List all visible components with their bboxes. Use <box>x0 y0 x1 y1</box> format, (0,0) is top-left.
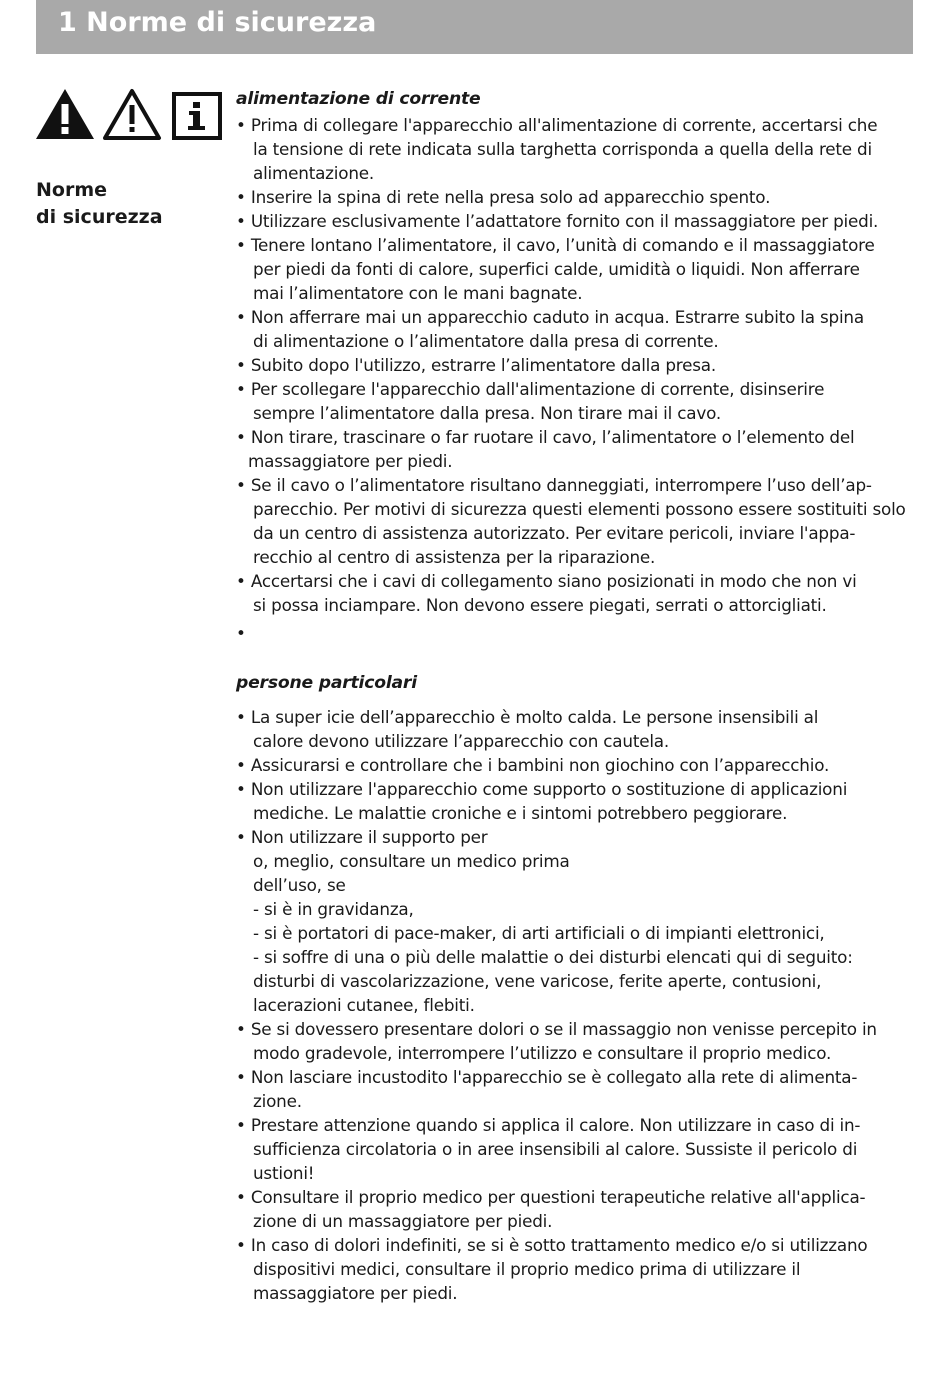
sidebar-heading-line2: di sicurezza <box>36 206 163 228</box>
section-title-persons: persone particolari <box>236 673 417 693</box>
text-line: alimentazione. <box>253 163 375 183</box>
sidebar-heading-line1: Norme <box>36 179 108 201</box>
text-line: o, meglio, consultare un medico prima <box>253 851 570 871</box>
text-line: - si è in gravidanza, <box>253 899 414 919</box>
text-line: • Se il cavo o l’alimentatore risultano danneggiati, interrompere l’uso dell’ap- <box>236 475 872 495</box>
sidebar-heading <box>36 177 163 231</box>
text-line: parecchio. Per motivi di sicurezza questi elementi possono essere sostituiti solo <box>253 499 906 519</box>
text-line: • In caso di dolori indefiniti, se si è sotto trattamento medico e/o si utilizzano <box>236 1235 868 1255</box>
warning-outline-icon <box>101 87 163 141</box>
text-line: recchio al centro di assistenza per la riparazione. <box>253 547 656 567</box>
text-line: • Subito dopo l'utilizzo, estrarre l’alimentatore dalla presa. <box>236 355 716 375</box>
text-line: • Non lasciare incustodito l'apparecchio se è collegato alla rete di alimenta- <box>236 1067 858 1087</box>
text-line: mediche. Le malattie croniche e i sintomi potrebbero peggiorare. <box>253 803 788 823</box>
text-line: • Se si dovessero presentare dolori o se il massaggio non venisse percepito in <box>236 1019 877 1039</box>
text-line: • Assicurarsi e controllare che i bambini non giochino con l’apparecchio. <box>236 755 830 775</box>
text-line: mai l’alimentatore con le mani bagnate. <box>253 283 583 303</box>
text-line: disturbi di vascolarizzazione, vene varicose, ferite aperte, contusioni, <box>253 971 822 991</box>
text-line: • La super icie dell’apparecchio è molto calda. Le persone insensibili al <box>236 707 819 727</box>
text-line: • <box>236 623 246 643</box>
page-title: 1 Norme di sicurezza <box>58 7 377 38</box>
text-line: zione. <box>253 1091 302 1111</box>
text-line: • Consultare il proprio medico per questioni terapeutiche relative all'applica- <box>236 1187 866 1207</box>
text-line: • Non tirare, trascinare o far ruotare il cavo, l’alimentatore o l’elemento del <box>236 427 855 447</box>
text-line: massaggiatore per piedi. <box>253 1283 458 1303</box>
text-line: • Inserire la spina di rete nella presa solo ad apparecchio spento. <box>236 187 771 207</box>
info-icon <box>171 87 223 141</box>
text-line: - si è portatori di pace-maker, di arti artificiali o di impianti elettronici, <box>253 923 825 943</box>
text-line: • Non utilizzare il supporto per <box>236 827 488 847</box>
text-line: da un centro di assistenza autorizzato. Per evitare pericoli, inviare l'appa- <box>253 523 856 543</box>
text-line: • Non afferrare mai un apparecchio caduto in acqua. Estrarre subito la spina <box>236 307 864 327</box>
text-line: per piedi da fonti di calore, superfici calde, umidità o liquidi. Non afferrare <box>253 259 860 279</box>
warning-filled-icon <box>34 87 96 141</box>
text-line: calore devono utilizzare l’apparecchio con cautela. <box>253 731 670 751</box>
text-line: - si soffre di una o più delle malattie o dei disturbi elencati qui di seguito: <box>253 947 853 967</box>
text-line: zione di un massaggiatore per piedi. <box>253 1211 553 1231</box>
text-line: • Per scollegare l'apparecchio dall'alimentazione di corrente, disinserire <box>236 379 825 399</box>
text-line: massaggiatore per piedi. <box>248 451 453 471</box>
text-line: sufficienza circolatoria o in aree insensibili al calore. Sussiste il pericolo di <box>253 1139 858 1159</box>
header-bar <box>36 0 913 54</box>
text-line: la tensione di rete indicata sulla targhetta corrisponda a quella della rete di <box>253 139 872 159</box>
text-line: sempre l’alimentatore dalla presa. Non tirare mai il cavo. <box>253 403 721 423</box>
text-line: dispositivi medici, consultare il proprio medico prima di utilizzare il <box>253 1259 801 1279</box>
text-line: dell’uso, se <box>253 875 346 895</box>
text-line: modo gradevole, interrompere l’utilizzo e consultare il proprio medico. <box>253 1043 832 1063</box>
text-line: ustioni! <box>253 1163 315 1183</box>
text-line: si possa inciampare. Non devono essere piegati, serrati o attorcigliati. <box>253 595 827 615</box>
section-title-power: alimentazione di corrente <box>236 89 481 109</box>
text-line: • Utilizzare esclusivamente l’adattatore fornito con il massaggiatore per piedi. <box>236 211 879 231</box>
text-line: • Prima di collegare l'apparecchio all'alimentazione di corrente, accertarsi che <box>236 115 878 135</box>
text-line: • Prestare attenzione quando si applica il calore. Non utilizzare in caso di in- <box>236 1115 861 1135</box>
text-line: • Accertarsi che i cavi di collegamento siano posizionati in modo che non vi <box>236 571 857 591</box>
text-line: • Tenere lontano l’alimentatore, il cavo, l’unità di comando e il massaggiatore <box>236 235 875 255</box>
text-line: di alimentazione o l’alimentatore dalla presa di corrente. <box>253 331 719 351</box>
text-line: lacerazioni cutanee, flebiti. <box>253 995 475 1015</box>
safety-icons <box>34 87 224 141</box>
text-line: • Non utilizzare l'apparecchio come supporto o sostituzione di applicazioni <box>236 779 848 799</box>
